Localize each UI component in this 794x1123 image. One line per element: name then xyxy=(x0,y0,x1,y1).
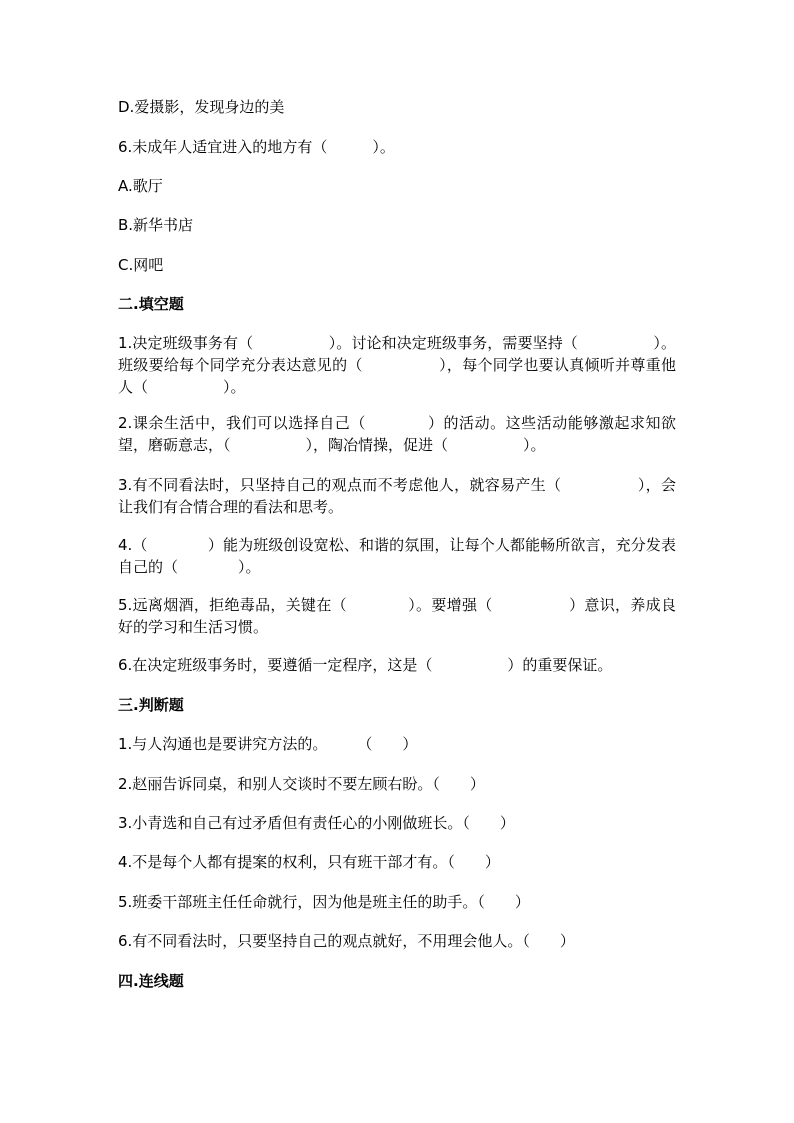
true-false-item-2: 2.赵丽告诉同桌，和别人交谈时不要左顾右盼。（ ） xyxy=(118,775,485,793)
question-6-stem: 6.未成年人适宜进入的地方有（ ）。 xyxy=(118,138,395,156)
fill-blank-item-6: 6.在决定班级事务时，要遵循一定程序，这是（ ）的重要保证。 xyxy=(118,656,613,674)
option-c: C.网吧 xyxy=(118,256,164,274)
section-heading-fill-blank: 二.填空题 xyxy=(118,295,184,313)
option-b: B.新华书店 xyxy=(118,216,194,234)
true-false-item-3: 3.小青选和自己有过矛盾但有责任心的小刚做班长。（ ） xyxy=(118,814,515,832)
option-a: A.歌厅 xyxy=(118,177,163,195)
true-false-item-1: 1.与人沟通也是要讲究方法的。 （ ） xyxy=(118,735,418,753)
true-false-item-5: 5.班委干部班主任任命就行，因为他是班主任的助手。（ ） xyxy=(118,893,530,911)
fill-blank-item-4: 4.（ ）能为班级创设宽松、和谐的氛围，让每个人都能畅所欲言，充分发表自己的（ ）。 xyxy=(118,536,676,576)
section-heading-true-false: 三.判断题 xyxy=(118,696,184,714)
option-d: D.爱摄影，发现身边的美 xyxy=(118,98,285,116)
true-false-item-6: 6.有不同看法时，只要坚持自己的观点就好，不用理会他人。（ ） xyxy=(118,932,575,950)
fill-blank-item-1: 1.决定班级事务有（ ）。讨论和决定班级事务，需要坚持（ ）。班级要给每个同学充分表达意见的（ ），每个同学也要认真倾听并尊重他人（ ）。 xyxy=(118,334,676,396)
section-heading-matching: 四.连线题 xyxy=(118,972,184,990)
fill-blank-item-3: 3.有不同看法时，只坚持自己的观点而不考虑他人，就容易产生（ ），会让我们有合情合理的看法和思考。 xyxy=(118,476,676,516)
true-false-item-4: 4.不是每个人都有提案的权利，只有班干部才有。（ ） xyxy=(118,853,500,871)
fill-blank-item-2: 2.课余生活中，我们可以选择自己（ ）的活动。这些活动能够激起求知欲望，磨砺意志，（ ），陶冶情操，促进（ ）。 xyxy=(118,414,676,454)
fill-blank-item-5: 5.远离烟酒，拒绝毒品，关键在（ ）。要增强（ ）意识，养成良好的学习和生活习惯。 xyxy=(118,596,676,636)
